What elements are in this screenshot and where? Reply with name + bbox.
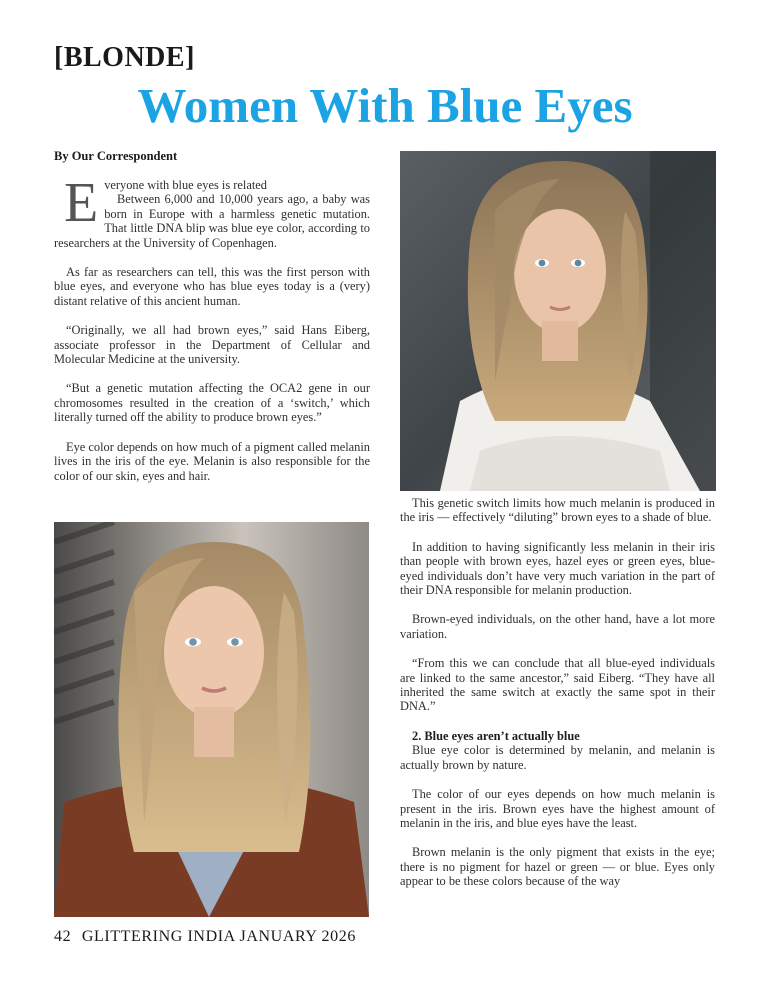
paragraph: This genetic switch limits how much melanin is produced in the iris — effectively “diluting” brown eyes to a shade of blue. — [400, 496, 715, 525]
paragraph: “From this we can conclude that all blue-eyed individuals are linked to the same ancestor,” said Eiberg. “They have all inherited the same switch at exactly the same spot in their DNA.” — [400, 656, 715, 714]
section-tag: [BLONDE] — [54, 42, 195, 73]
paragraph: In addition to having significantly less melanin in their iris than people with brown eyes, hazel eyes or green eyes, blue-eyed individuals don’t have very much variation in the part of their DNA responsible for melanin production. — [400, 539, 715, 598]
publication-name: GLITTERING INDIA JANUARY 2026 — [81, 928, 356, 945]
paragraph: Brown melanin is the only pigment that exists in the eye; there is no pigment for hazel or green — or blue. Eyes only appear to be these colors because of the way — [400, 845, 715, 889]
headline: Women With Blue Eyes — [137, 78, 633, 133]
byline: By Our Correspondent — [54, 149, 178, 163]
portrait-photo-bottom — [54, 522, 369, 917]
portrait-photo-top — [400, 151, 716, 491]
page-footer — [54, 928, 356, 946]
subhead: 2. Blue eyes aren’t actually blue — [412, 728, 580, 743]
intro-paragraph — [54, 172, 370, 250]
page-number: 42 — [54, 928, 72, 945]
paragraph: As far as researchers can tell, this was the first person with blue eyes, and everyone who has blue eyes today is a (very) distant relative of this ancient human. — [54, 265, 370, 308]
paragraph: Eye color depends on how much of a pigment called melanin lives in the iris of the eye. Melanin is also responsible for the color of our skin, eyes and hair. — [54, 439, 370, 483]
paragraph: Blue eye color is determined by melanin, and melanin is actually brown by nature. — [400, 743, 715, 772]
article-column-right — [400, 496, 715, 904]
paragraph: The color of our eyes depends on how much melanin is present in the iris. Brown eyes have the highest amount of melanin in the iris, and blue eyes have the least. — [400, 787, 715, 830]
drop-cap: E — [64, 172, 99, 234]
paragraph: “But a genetic mutation affecting the OCA2 gene in our chromosomes resulted in the creation of a ‘switch,’ which literally turned off the ability to produce brown eyes.” — [54, 381, 370, 425]
paragraph: “Originally, we all had brown eyes,” said Hans Eiberg, associate professor in the Department of Cellular and Molecular Medicine at the university. — [54, 323, 370, 367]
intro-body: Between 6,000 and 10,000 years ago, a baby was born in Europe with a harmless genetic mutation. That little DNA blip was blue eye color, according to researchers at the University of Copenhagen. — [54, 192, 370, 250]
paragraph: Brown-eyed individuals, on the other hand, have a lot more variation. — [400, 612, 715, 641]
article-column-left — [54, 172, 370, 498]
intro-title: veryone with blue eyes is related — [104, 178, 267, 192]
